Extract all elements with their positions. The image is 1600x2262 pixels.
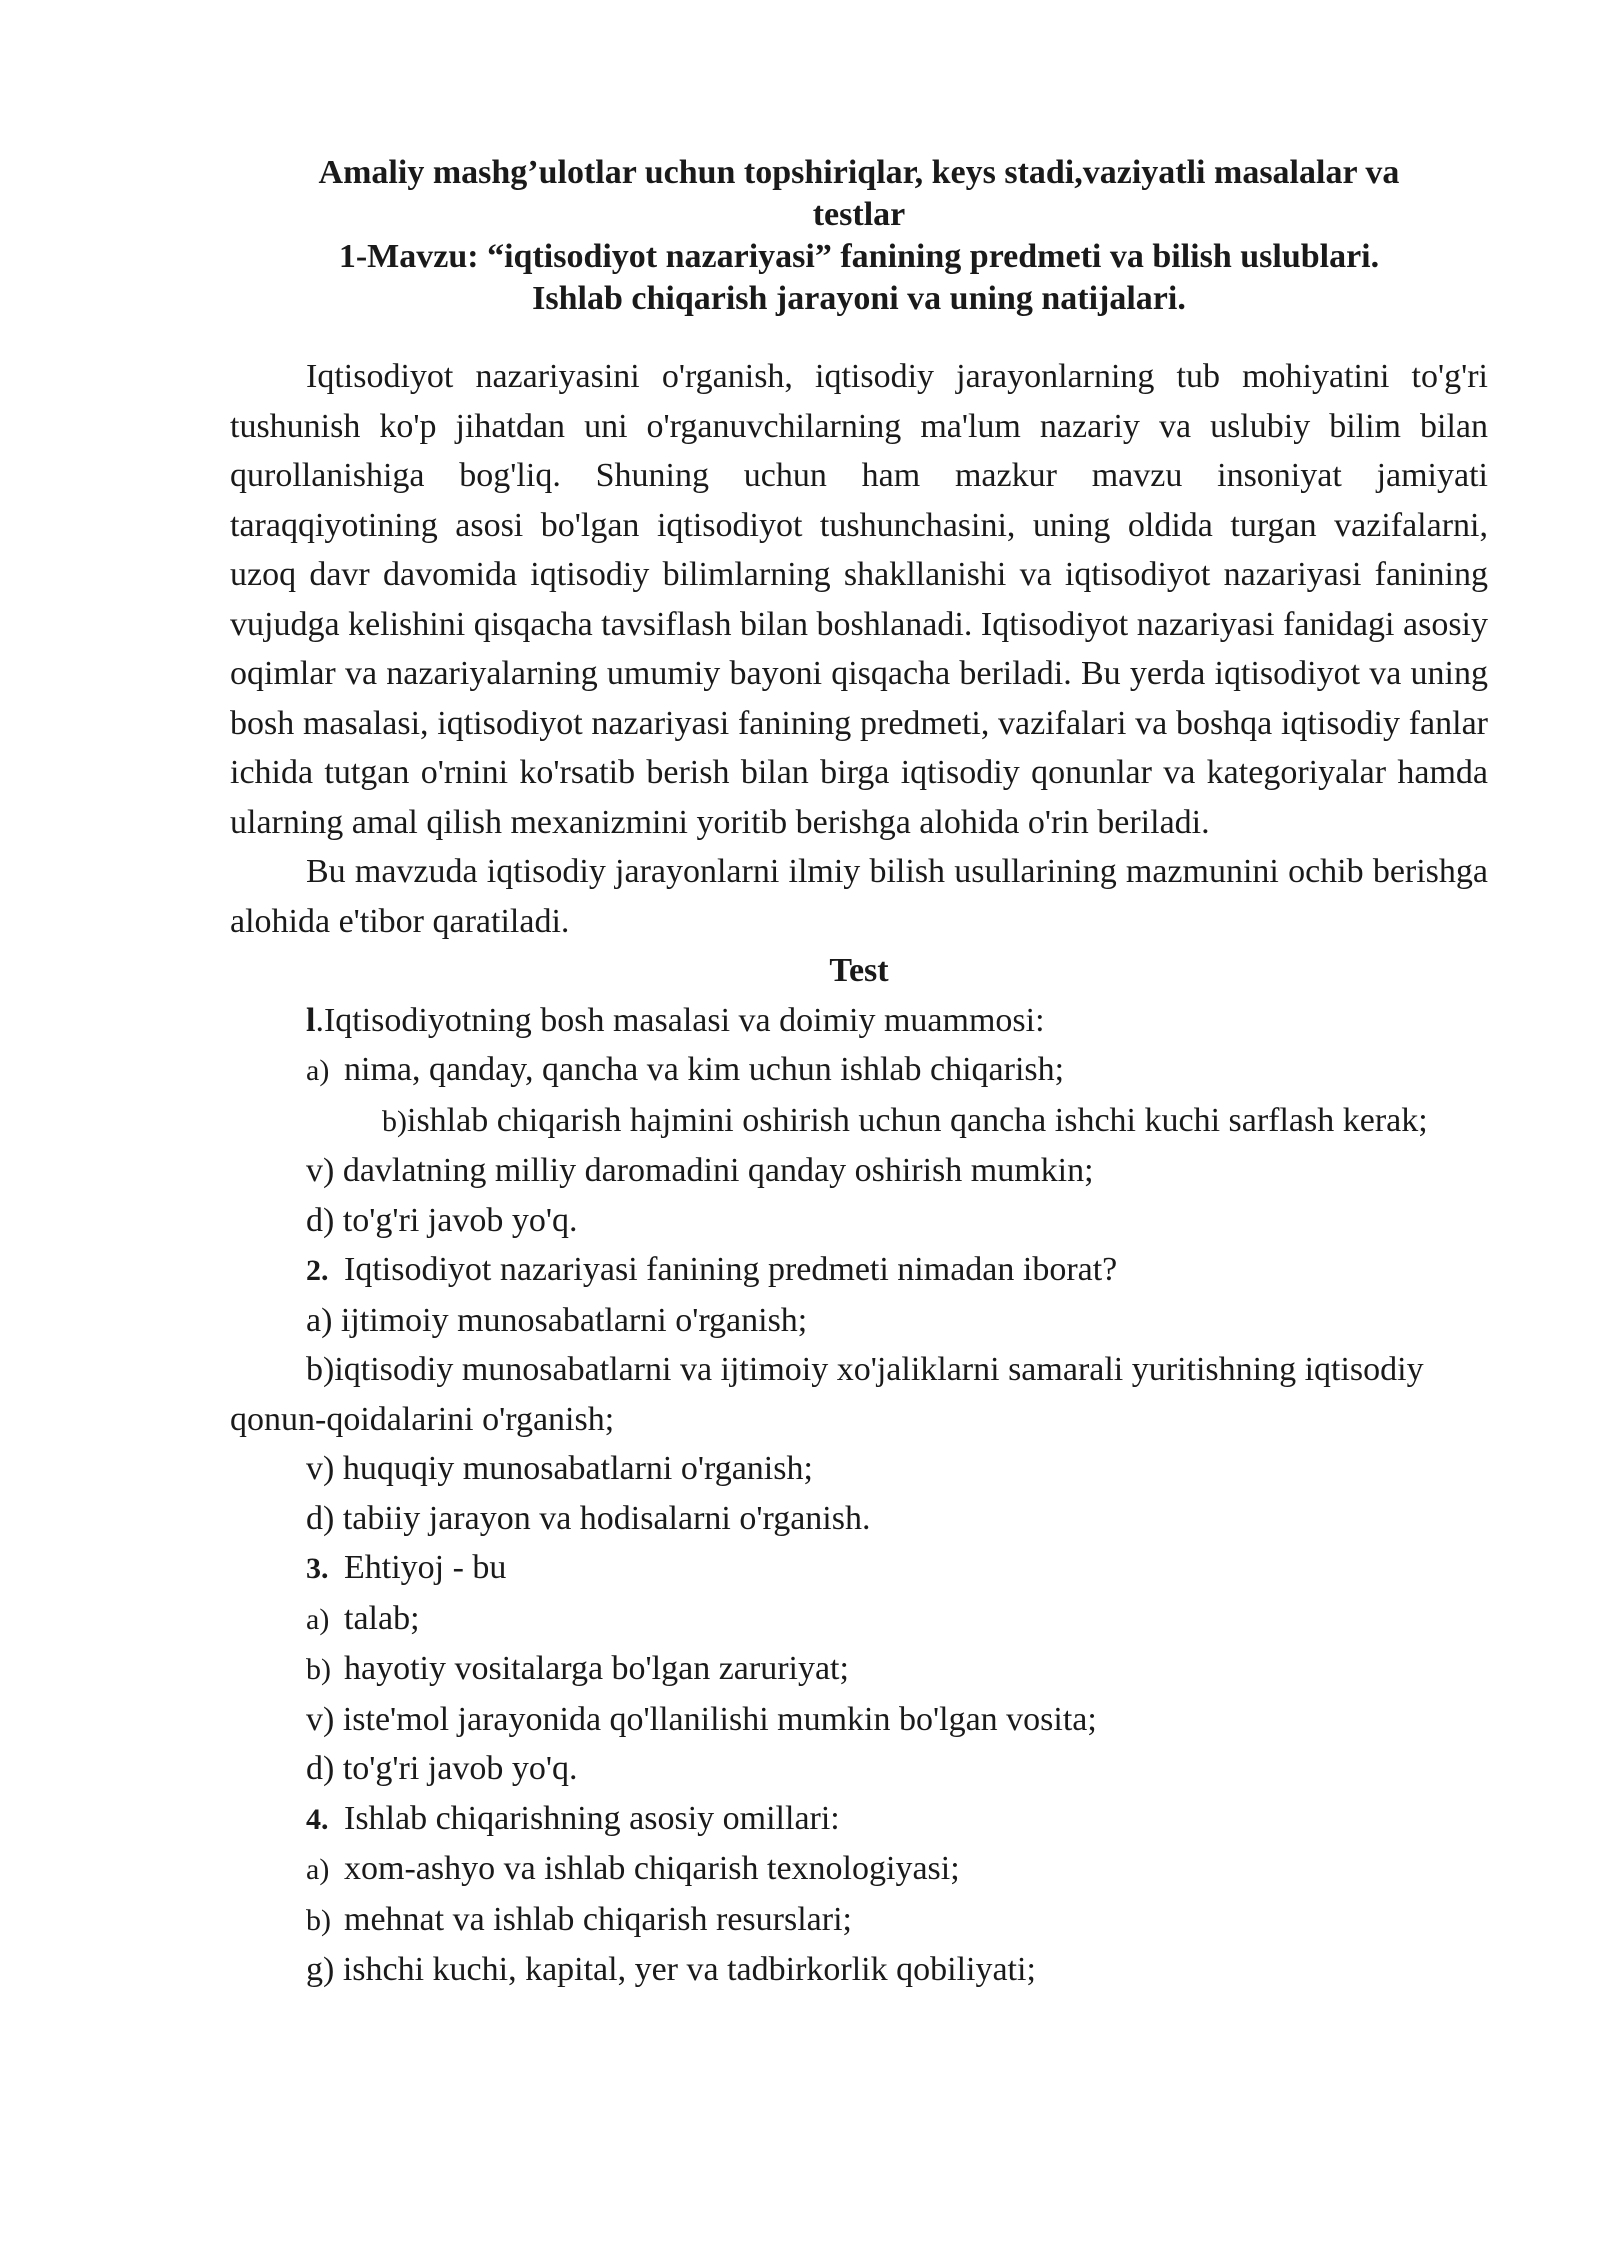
- question-2-text: Iqtisodiyot nazariyasi fanining predmeti nimadan iborat?: [344, 1251, 1118, 1288]
- intro-paragraph-1: Iqtisodiyot nazariyasini o'rganish, iqtisodiy jarayonlarning tub mohiyatini to'g'ri tushunish ko'p jihatdan uni o'rganuvchilarning ma'lum nazariy va uslubiy bilim bilan qurollanishiga bog'liq. Shuning uchun ham mazkur mavzu insoniyat jamiyati taraqqiyotining asosi bo'lgan iqtisodiyot tushunchasini, uning oldida turgan vazifalarni, uzoq davr davomida iqtisodiy bilimlarning shakllanishi va iqtisodiyot nazariyasi fanining vujudga kelishini qisqacha tavsiflash bilan boshlanadi. Iqtisodiyot nazariyasi fanidagi asosiy oqimlar va nazariyalarning umumiy bayoni qisqacha beriladi. Bu yerda iqtisodiyot va uning bosh masalasi, iqtisodiyot nazariyasi fanining predmeti, vazifalari va boshqa iqtisodiy fanlar ichida tutgan o'rnini ko'rsatib berish bilan birga iqtisodiy qonunlar va kategoriyalar hamda ularning amal qilish mexanizmini yoritib berishga alohida o'rin beriladi.: [230, 358, 1488, 841]
- heading-line-2: testlar: [812, 196, 906, 233]
- test-title: Test: [829, 952, 889, 989]
- option-text: xom-ashyo va ishlab chiqarish texnologiyasi;: [344, 1850, 960, 1887]
- question-2-option-b: b)iqtisodiy munosabatlarni va ijtimoiy xo'jaliklarni samarali yuritishning iqtisodiy qonun-qoidalarini o'rganish;: [230, 1351, 1424, 1438]
- question-3-option-b: [230, 1644, 1488, 1695]
- question-1-option-d: d) to'g'ri javob yo'q.: [306, 1201, 578, 1239]
- option-text: hayotiy vositalarga bo'lgan zaruriyat;: [344, 1650, 849, 1687]
- heading-line-3: 1-Mavzu: “iqtisodiyot nazariyasi” fanining predmeti va bilish uslublari.: [338, 238, 1380, 275]
- document-page: [230, 152, 1488, 1995]
- option-text: talab;: [344, 1599, 420, 1637]
- document-heading: [230, 152, 1488, 320]
- question-4-option-b: [230, 1895, 1488, 1946]
- question-2-number: 2.: [306, 1254, 329, 1287]
- question-4-number: 4.: [306, 1802, 329, 1836]
- question-2-option-a: a) ijtimoiy munosabatlarni o'rganish;: [306, 1301, 808, 1339]
- question-1-option-v: v) davlatning milliy daromadini qanday oshirish mumkin;: [306, 1152, 1094, 1189]
- question-2-option-d: d) tabiiy jarayon va hodisalarni o'rganish.: [306, 1499, 871, 1537]
- question-1-text: .Iqtisodiyotning bosh masalasi va doimiy muammosi:: [315, 1001, 1045, 1039]
- question-1-number: l: [306, 1001, 316, 1039]
- option-label: b): [306, 1653, 331, 1686]
- heading-line-4: Ishlab chiqarish jarayoni va uning natijalari.: [532, 280, 1186, 317]
- question-4-prompt: [230, 1794, 1488, 1845]
- option-label: a): [306, 1054, 330, 1087]
- question-3-option-d: d) to'g'ri javob yo'q.: [306, 1750, 578, 1787]
- option-label: a): [306, 1602, 330, 1636]
- question-1-prompt: [230, 996, 1488, 1046]
- question-4-option-a: [230, 1844, 1488, 1895]
- question-1-option-a: [230, 1045, 1488, 1096]
- intro-section: [230, 352, 1488, 946]
- question-2-option-v: v) huquqiy munosabatlarni o'rganish;: [306, 1450, 813, 1487]
- option-text: ishlab chiqarish hajmini oshirish uchun qancha ishchi kuchi sarflash kerak;: [407, 1101, 1428, 1139]
- option-label: b): [382, 1104, 407, 1138]
- question-2-prompt: [230, 1245, 1488, 1296]
- question-1: [230, 996, 1488, 1246]
- question-3-text: Ehtiyoj - bu: [344, 1549, 507, 1586]
- question-3-option-a: [230, 1594, 1488, 1645]
- intro-paragraph-2: Bu mavzuda iqtisodiy jarayonlarni ilmiy bilish usullarining mazmunini ochib berishga alohida e'tibor qaratiladi.: [230, 853, 1488, 940]
- question-3: [230, 1543, 1488, 1794]
- heading-line-1: Amaliy mashg’ulotlar uchun topshiriqlar, keys stadi,vaziyatli masalalar va: [318, 154, 1400, 191]
- question-3-prompt: [230, 1543, 1488, 1594]
- question-4-text: Ishlab chiqarishning asosiy omillari:: [344, 1799, 840, 1837]
- question-3-number: 3.: [306, 1552, 329, 1585]
- question-2: [230, 1245, 1488, 1543]
- option-label: a): [306, 1853, 330, 1886]
- question-1-option-b: [230, 1096, 1488, 1147]
- question-3-option-v: v) iste'mol jarayonida qo'llanilishi mumkin bo'lgan vosita;: [306, 1700, 1097, 1738]
- option-label: b): [306, 1903, 331, 1937]
- option-text: mehnat va ishlab chiqarish resurslari;: [344, 1900, 852, 1938]
- option-text: nima, qanday, qancha va kim uchun ishlab chiqarish;: [344, 1051, 1065, 1088]
- question-4-option-g: g) ishchi kuchi, kapital, yer va tadbirkorlik qobiliyati;: [306, 1951, 1036, 1988]
- question-4: [230, 1794, 1488, 1995]
